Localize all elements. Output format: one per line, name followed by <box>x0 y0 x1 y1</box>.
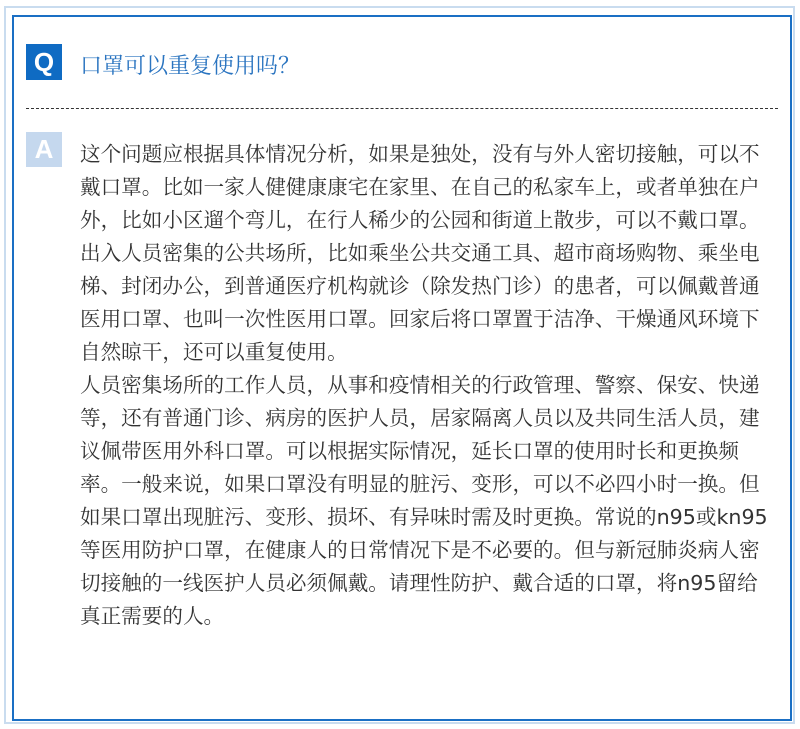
answer-line: 医用口罩、也叫一次性医用口罩。回家后将口罩置于洁净、干燥通风环境下 <box>80 307 760 331</box>
question-title: 口罩可以重复使用吗？ <box>80 54 301 79</box>
dashed-divider <box>26 108 778 109</box>
answer-line: 戴口罩。比如一家人健健康康宅在家里、在自己的私家车上，或者单独在户 <box>80 175 760 199</box>
answer-line: 出入人员密集的公共场所，比如乘坐公共交通工具、超市商场购物、乘坐电 <box>80 241 760 265</box>
answer-line: 切接触的一线医护人员必须佩戴。请理性防护、戴合适的口罩，将n95留给 <box>80 571 758 595</box>
answer-line: 这个问题应根据具体情况分析，如果是独处，没有与外人密切接触，可以不 <box>80 142 760 166</box>
answer-line: 自然晾干，还可以重复使用。 <box>80 340 348 364</box>
question-badge: Q <box>26 44 62 80</box>
answer-line: 外，比如小区遛个弯儿，在行人稀少的公园和街道上散步，可以不戴口罩。 <box>80 208 760 232</box>
answer-line: 真正需要的人。 <box>80 604 225 628</box>
answer-line: 等医用防护口罩，在健康人的日常情况下是不必要的。但与新冠肺炎病人密 <box>80 538 760 562</box>
answer-line: 等，还有普通门诊、病房的医护人员，居家隔离人员以及共同生活人员，建 <box>80 406 760 430</box>
answer-line: 议佩带医用外科口罩。可以根据实际情况，延长口罩的使用时长和更换频 <box>80 439 739 463</box>
answer-text <box>80 138 790 633</box>
answer-badge: A <box>26 132 62 167</box>
answer-line: 人员密集场所的工作人员，从事和疫情相关的行政管理、警察、保安、快递 <box>80 373 760 397</box>
answer-line: 如果口罩出现脏污、变形、损坏、有异味时需及时更换。常说的n95或kn95 <box>80 505 768 529</box>
answer-line: 率。一般来说，如果口罩没有明显的脏污、变形，可以不必四小时一换。但 <box>80 472 760 496</box>
answer-line: 梯、封闭办公，到普通医疗机构就诊（除发热门诊）的患者，可以佩戴普通 <box>80 274 760 298</box>
